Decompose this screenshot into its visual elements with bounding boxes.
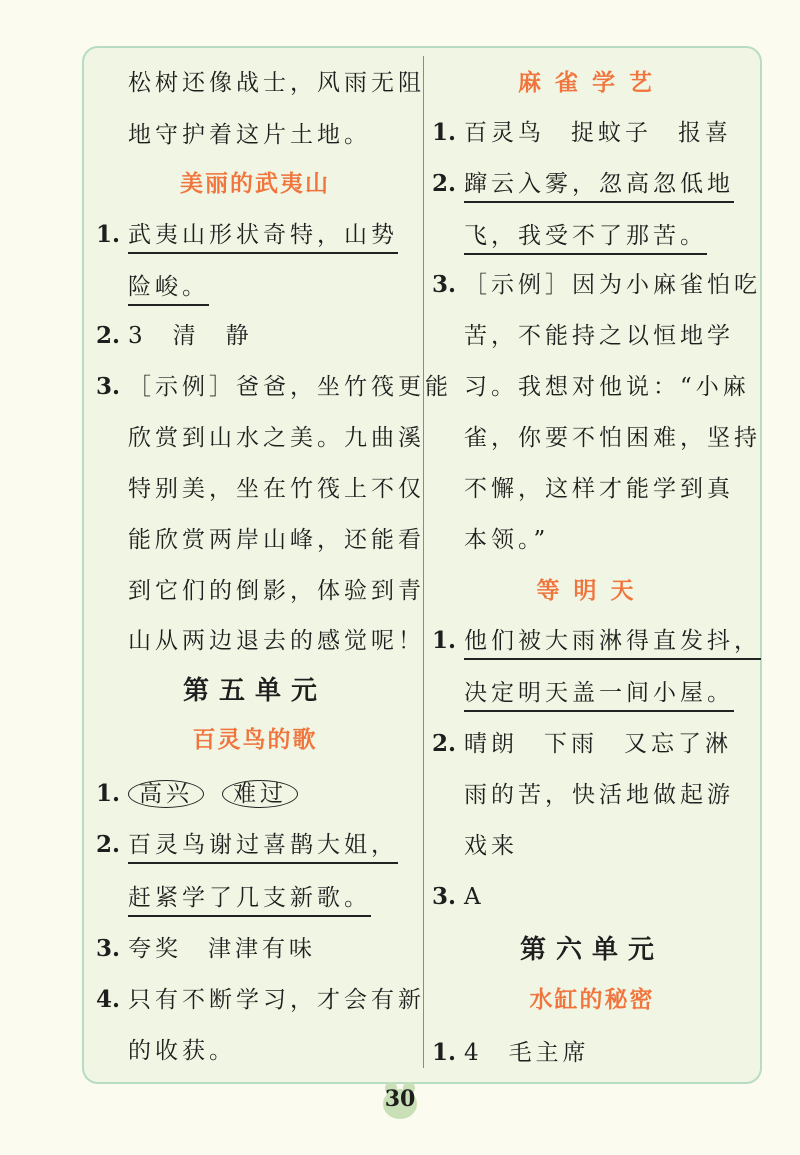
question-number: 2.	[96, 322, 121, 349]
answer-part: 3	[128, 323, 147, 349]
question-number: 1.	[96, 780, 121, 807]
answer-3	[96, 372, 452, 402]
underlined-answer: 百灵鸟谢过喜鹊大姐，	[128, 832, 398, 864]
answer-2	[432, 729, 732, 759]
question-number: 1.	[432, 627, 457, 654]
section-title-shuigang: 水缸的秘密	[529, 987, 655, 1013]
question-number: 2.	[96, 831, 121, 858]
question-number: 1.	[432, 1039, 457, 1066]
question-number: 3.	[432, 883, 457, 910]
answer-1	[96, 779, 316, 809]
answer-text: 能欣赏两岸山峰，还能看	[128, 527, 425, 553]
answer-1-cont	[128, 272, 209, 302]
answer-2-cont	[464, 221, 707, 251]
underlined-answer: 决定明天盖一间小屋。	[464, 680, 734, 712]
underlined-answer: 武夷山形状奇特，山势	[128, 222, 398, 254]
intro-line: 地守护着这片土地。	[128, 122, 371, 148]
section-title-maque: 麻雀学艺	[518, 70, 666, 96]
answer-3	[96, 934, 316, 964]
column-divider	[423, 56, 424, 1068]
question-number: 4.	[96, 986, 121, 1013]
section-title-bailingniao: 百灵鸟的歌	[192, 727, 318, 753]
unit-title-five: 第五单元	[182, 676, 327, 706]
answer-text: 戏来	[464, 833, 518, 859]
answer-part: 捉蚊子	[571, 120, 653, 146]
question-number: 1.	[432, 119, 457, 146]
section-title-wuyishan: 美丽的武夷山	[180, 171, 330, 197]
answer-part: 夸奖	[128, 936, 183, 962]
answer-1	[432, 626, 761, 656]
section-title-dengmingtian: 等明天	[536, 578, 648, 604]
answer-part: 4	[464, 1040, 483, 1066]
answer-text: 不懈，这样才能学到真	[464, 476, 734, 502]
circled-option: 难过	[222, 780, 298, 808]
answer-2	[432, 169, 734, 199]
answer-2	[96, 321, 253, 351]
answer-text: 雨的苦，快活地做起游	[464, 782, 734, 808]
intro-line: 松树还像战士，风雨无阻	[128, 70, 425, 96]
answer-part: 下雨	[544, 731, 599, 757]
underlined-answer: 飞，我受不了那苦。	[464, 223, 707, 255]
question-number: 3.	[96, 373, 121, 400]
underlined-answer: 他们被大雨淋得直发抖，	[464, 628, 761, 660]
answer-3	[432, 270, 761, 300]
answer-text: 只有不断学习，才会有新	[128, 987, 426, 1013]
answer-part: 津津有味	[208, 936, 317, 962]
answer-text: 习。我想对他说：“小麻	[464, 374, 750, 400]
answer-part: 清	[172, 323, 200, 349]
answer-text: 特别美，坐在竹筏上不仅	[128, 476, 425, 502]
circled-option: 高兴	[128, 780, 204, 808]
answer-text: 到它们的倒影，体验到青	[128, 578, 425, 604]
question-number: 3.	[96, 935, 121, 962]
underlined-answer: 蹿云入雾，忽高忽低地	[464, 171, 734, 203]
underlined-answer: 险峻。	[128, 274, 209, 306]
answer-2	[96, 830, 398, 860]
answer-part: 毛主席	[508, 1040, 590, 1066]
answer-text: A	[464, 884, 485, 910]
question-number: 2.	[432, 170, 457, 197]
answer-1	[432, 1038, 590, 1068]
answer-text: ［示例］因为小麻雀怕吃	[464, 272, 762, 298]
answer-text: 的收获。	[128, 1038, 236, 1064]
answer-1	[432, 118, 732, 148]
unit-title-six: 第六单元	[519, 935, 664, 965]
answer-1-cont	[464, 678, 734, 708]
answer-text: 欣赏到山水之美。九曲溪	[128, 425, 425, 451]
answer-text: ［示例］爸爸，坐竹筏更能	[128, 374, 453, 400]
underlined-answer: 赶紧学了几支新歌。	[128, 885, 371, 917]
answer-part: 又忘了淋	[624, 731, 733, 757]
answer-text: 苦，不能持之以恒地学	[464, 323, 734, 349]
question-number: 2.	[432, 730, 457, 757]
answer-part: 晴朗	[464, 731, 519, 757]
question-number: 1.	[96, 221, 121, 248]
answer-3	[432, 882, 485, 912]
answer-part: 报喜	[678, 120, 733, 146]
page-number: 30	[384, 1086, 416, 1112]
answer-text: 雀，你要不怕困难，坚持	[464, 425, 761, 451]
answer-part: 百灵鸟	[464, 120, 546, 146]
question-number: 3.	[432, 271, 457, 298]
answer-text: 山从两边退去的感觉呢！	[128, 628, 425, 654]
answer-2-cont	[128, 883, 371, 913]
answer-1	[96, 220, 398, 250]
answer-4	[96, 985, 425, 1015]
answer-part: 静	[225, 323, 253, 349]
answer-text: 本领。”	[464, 527, 550, 553]
